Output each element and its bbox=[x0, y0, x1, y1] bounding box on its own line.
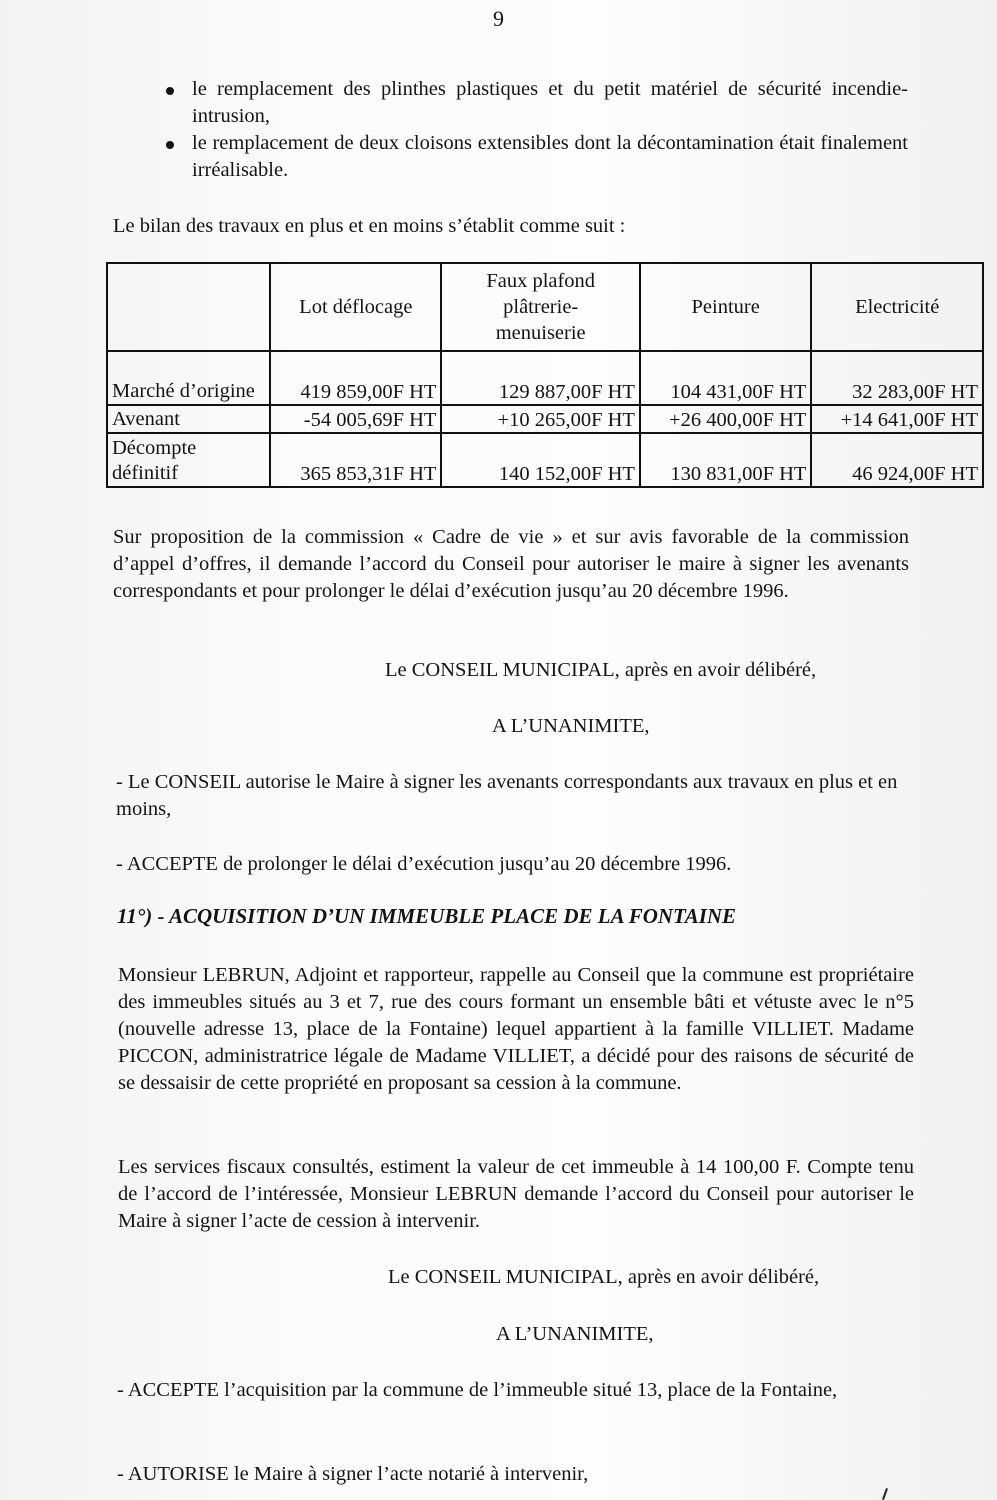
row-label: Marché d’origine bbox=[107, 351, 270, 405]
section-heading: 11°) - ACQUISITION D’UN IMMEUBLE PLACE DE LA FONTAINE bbox=[117, 904, 737, 928]
pen-mark bbox=[882, 1488, 888, 1500]
table-cell: +14 641,00F HT bbox=[811, 405, 983, 433]
table-row bbox=[107, 433, 983, 487]
decision-item: - Le CONSEIL autorise le Maire à signer les avenants correspondants aux travaux en plus et en moins, bbox=[116, 771, 898, 820]
table-cell: 140 152,00F HT bbox=[441, 433, 639, 487]
row-label: Avenant bbox=[107, 405, 270, 433]
table-cell: +10 265,00F HT bbox=[441, 405, 639, 433]
table-cell: 365 853,31F HT bbox=[270, 433, 441, 487]
unanimity-line: A L’UNANIMITE, bbox=[492, 715, 650, 737]
table-intro: Le bilan des travaux en plus et en moins s’établit comme suit : bbox=[113, 215, 626, 237]
bullet-item: le remplacement des plinthes plastiques et du petit matériel de sécurité incendie-intrusion, bbox=[160, 76, 908, 130]
table-row bbox=[107, 405, 983, 433]
works-balance-table bbox=[106, 262, 984, 488]
table-cell: 104 431,00F HT bbox=[640, 351, 812, 405]
table-cell: 46 924,00F HT bbox=[811, 433, 983, 487]
table-header: Electricité bbox=[811, 263, 983, 351]
decision-item: - ACCEPTE l’acquisition par la commune de l’immeuble situé 13, place de la Fontaine, bbox=[117, 1379, 838, 1401]
council-deliberation-line: Le CONSEIL MUNICIPAL, après en avoir délibéré, bbox=[388, 1266, 820, 1288]
decision-item: - AUTORISE le Maire à signer l’acte notarié à intervenir, bbox=[117, 1463, 589, 1485]
table-header: Faux plafond plâtrerie-menuiserie bbox=[441, 263, 639, 351]
table-header: Peinture bbox=[640, 263, 812, 351]
bullet-list bbox=[160, 76, 908, 184]
row-label: Décompte définitif bbox=[107, 433, 270, 487]
table-cell: 419 859,00F HT bbox=[270, 351, 441, 405]
table-header-empty bbox=[107, 263, 270, 351]
bullet-icon bbox=[166, 87, 174, 95]
paragraph-lebrun: Monsieur LEBRUN, Adjoint et rapporteur, rappelle au Conseil que la commune est propriétaire des immeubles situés au 3 et 7, rue des cours formant un ensemble bâti et vétuste avec le n°5 (nouvelle adresse 13, place de la Fontaine) lequel appartient à la famille VILLIET. Madame PICCON, administratrice légale de Madame VILLIET, a décidé pour des raisons de sécurité de se dessaisir de cette propriété en proposant sa cession à la commune. bbox=[118, 964, 914, 1094]
table-cell: -54 005,69F HT bbox=[270, 405, 441, 433]
table-cell: 32 283,00F HT bbox=[811, 351, 983, 405]
decision-item: - ACCEPTE de prolonger le délai d’exécution jusqu’au 20 décembre 1996. bbox=[116, 853, 732, 875]
bullet-icon bbox=[166, 141, 174, 149]
paragraph-proposition: Sur proposition de la commission « Cadre de vie » et sur avis favorable de la commission d’appel d’offres, il demande l’accord du Conseil pour autoriser le maire à signer les avenants correspondants et pour prolonger le délai d’exécution jusqu’au 20 décembre 1996. bbox=[113, 526, 909, 602]
table-row bbox=[107, 351, 983, 405]
bullet-item: le remplacement de deux cloisons extensibles dont la décontamination était finalement irréalisable. bbox=[160, 130, 908, 184]
page-number: 9 bbox=[493, 6, 504, 31]
table-cell: 129 887,00F HT bbox=[441, 351, 639, 405]
table-cell: 130 831,00F HT bbox=[640, 433, 812, 487]
table-header-row bbox=[107, 263, 983, 351]
table-header: Lot déflocage bbox=[270, 263, 441, 351]
unanimity-line: A L’UNANIMITE, bbox=[496, 1323, 654, 1345]
table-cell: +26 400,00F HT bbox=[640, 405, 812, 433]
council-deliberation-line: Le CONSEIL MUNICIPAL, après en avoir délibéré, bbox=[385, 659, 817, 681]
paragraph-fiscal: Les services fiscaux consultés, estiment la valeur de cet immeuble à 14 100,00 F. Compte tenu de l’accord de l’intéressée, Monsieur LEBRUN demande l’accord du Conseil pour autoriser le Maire à signer l’acte de cession à intervenir. bbox=[118, 1156, 914, 1232]
